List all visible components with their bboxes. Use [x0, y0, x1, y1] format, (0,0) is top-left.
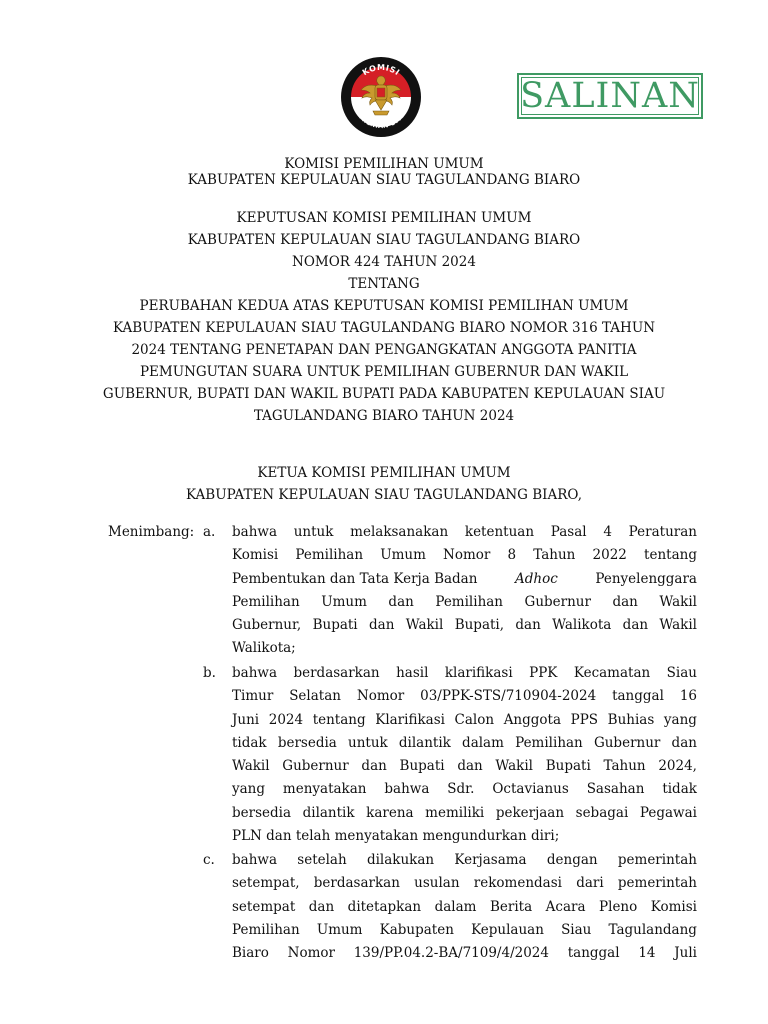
item-letter: b.	[203, 665, 216, 681]
menimbang-label: Menimbang:	[108, 524, 195, 540]
word: Juli	[674, 945, 697, 962]
decree-subject-line-4: PEMUNGUTAN SUARA UNTUK PEMILIHAN GUBERNUR DAN WAKIL	[139, 364, 629, 380]
item-line	[232, 802, 697, 825]
item-line	[232, 591, 697, 614]
word: setempat,	[232, 875, 300, 892]
word: Walikota	[552, 617, 612, 634]
word: Acara	[545, 898, 586, 915]
word: 4	[603, 524, 612, 540]
word: tanggal	[567, 945, 620, 962]
word: untuk	[293, 524, 334, 540]
word: PPK	[529, 665, 558, 681]
word: Klarifikasi	[375, 711, 445, 728]
word: menyatakan	[282, 781, 367, 798]
item-letter: c.	[203, 852, 215, 868]
word: Timur	[232, 688, 274, 705]
word: dan	[671, 734, 697, 751]
word: Wakil	[405, 617, 444, 634]
chair-line-2: KABUPATEN KEPULAUAN SIAU TAGULANDANG BIARO,	[186, 487, 582, 503]
word: dengan	[546, 852, 598, 868]
word: bersedia	[277, 734, 337, 751]
word: yang	[663, 711, 697, 728]
item-line: Walikota;	[232, 640, 296, 657]
kpu-logo	[340, 56, 422, 138]
item-line	[232, 755, 697, 778]
word: Tahun	[533, 547, 576, 564]
word: memiliki	[425, 804, 485, 821]
decree-subject-line-6: TAGULANDANG BIARO TAHUN 2024	[253, 408, 515, 424]
item-line	[232, 568, 697, 591]
word: 8	[507, 547, 517, 564]
word: berdasarkan	[313, 875, 400, 892]
word: Nomor	[356, 688, 405, 705]
word: usulan	[414, 875, 460, 892]
word: dan	[388, 593, 414, 610]
word: ditetapkan	[347, 898, 422, 915]
word: Pemilihan	[295, 547, 364, 564]
item-line	[232, 732, 697, 755]
word: Anggota	[503, 711, 562, 728]
word: 14	[638, 945, 656, 962]
word: bersedia	[232, 804, 292, 821]
word: Kabupaten	[379, 921, 454, 938]
word: dan	[622, 617, 649, 634]
item-line	[232, 614, 697, 637]
word: melaksanakan	[350, 524, 449, 540]
word: Umum	[321, 593, 367, 610]
word: dan	[457, 758, 483, 775]
word: dilantik	[398, 734, 451, 751]
decree-line-2: KABUPATEN KEPULAUAN SIAU TAGULANDANG BIARO	[187, 232, 581, 248]
institution-line-1: KOMISI PEMILIHAN UMUM	[284, 156, 484, 172]
kpu-emblem-icon	[340, 56, 422, 138]
word: 16	[679, 688, 697, 705]
word: Siau	[561, 921, 592, 938]
word: bahwa	[232, 524, 277, 540]
item-line	[232, 919, 697, 942]
item-line	[232, 849, 697, 872]
item-text	[232, 849, 697, 965]
word: dilantik	[302, 804, 355, 821]
word: Nomor	[443, 547, 491, 564]
word: pemerintah	[617, 875, 697, 892]
word: ketentuan	[464, 524, 535, 540]
word: Sdr.	[447, 781, 475, 798]
word: tidak	[662, 781, 697, 798]
decree-subject-line-5: GUBERNUR, BUPATI DAN WAKIL BUPATI PADA KABUPATEN KEPULAUAN SIAU	[102, 386, 666, 402]
word: Bupati	[312, 617, 358, 634]
word: 03/PPK-STS/710904-2024	[420, 688, 597, 705]
decree-subject-line-3: 2024 TENTANG PENETAPAN DAN PENGANGKATAN ANGGOTA PANITIA	[131, 342, 637, 358]
word: Umum	[380, 547, 426, 564]
word: Buhias	[607, 711, 655, 728]
word: Bupati	[545, 758, 591, 775]
word: Kerjasama	[454, 852, 527, 868]
word: dan	[361, 758, 387, 775]
word: dan	[515, 617, 541, 634]
word: tentang	[644, 547, 697, 564]
word: Sasahan	[586, 781, 645, 798]
word: Pemilihan	[232, 921, 300, 938]
item-line	[232, 709, 697, 732]
word: Kecamatan	[573, 665, 651, 681]
word: setelah	[297, 852, 347, 868]
word: Komisi	[650, 898, 697, 915]
word: bahwa	[384, 781, 430, 798]
word: rekomendasi	[473, 875, 562, 892]
word: 2024	[268, 711, 304, 728]
word: yang	[232, 781, 266, 798]
institution-line-2: KABUPATEN KEPULAUAN SIAU TAGULANDANG BIARO	[187, 172, 581, 188]
item-line	[232, 872, 697, 895]
item-line	[232, 896, 697, 919]
word: setempat	[232, 898, 296, 915]
logo-top-text: KOMISI	[360, 62, 402, 78]
word: Bupati	[399, 758, 445, 775]
word: berdasarkan	[293, 665, 380, 681]
word: Juni	[232, 711, 260, 728]
decree-tentang: TENTANG	[348, 276, 420, 292]
word: Calon	[454, 711, 495, 728]
word: tidak	[232, 734, 267, 751]
word: Pleno	[599, 898, 638, 915]
item-line: PLN dan telah menyatakan mengundurkan diri;	[232, 828, 560, 845]
word: dilakukan	[366, 852, 435, 868]
word: dalam	[462, 734, 504, 751]
word: Tagulandang	[608, 921, 697, 938]
word: tanggal	[612, 688, 664, 705]
item-line-part: Pembentukan dan Tata Kerja Badan	[232, 570, 478, 587]
item-line	[232, 662, 697, 685]
word: Nomor	[287, 945, 335, 962]
word: Selatan	[289, 688, 341, 705]
word: Tahun	[603, 758, 646, 775]
decree-subject-line-1: PERUBAHAN KEDUA ATAS KEPUTUSAN KOMISI PEMILIHAN UMUM	[139, 298, 629, 314]
item-text	[232, 662, 697, 848]
chair-heading	[0, 462, 768, 506]
word: karena	[366, 804, 414, 821]
word: Wakil	[659, 593, 697, 610]
item-line-part: Penyelenggara	[595, 570, 697, 587]
word: Wakil	[495, 758, 533, 775]
item-line	[232, 778, 697, 801]
word: Pemilihan	[435, 593, 504, 610]
word: Pemilihan	[232, 593, 300, 610]
word: dan	[369, 617, 395, 634]
item-line	[232, 521, 697, 544]
word: dari	[576, 875, 604, 892]
word: Kepulauan	[471, 921, 544, 938]
chair-line-1: KETUA KOMISI PEMILIHAN UMUM	[257, 465, 511, 481]
stamp-text: SALINAN	[520, 75, 700, 116]
item-line-italic: Adhoc	[515, 570, 558, 587]
word: dan	[612, 593, 638, 610]
word: Pemilihan	[515, 734, 583, 751]
word: Pegawai	[639, 804, 697, 821]
word: hasil	[396, 665, 429, 681]
word: Gubernur	[282, 758, 349, 775]
word: Wakil	[232, 758, 270, 775]
word: 139/PP.04.2-BA/7109/4/2024	[353, 945, 549, 962]
word: klarifikasi	[444, 665, 513, 681]
logo-bottom-text: PEMILIHAN UMUM	[352, 106, 410, 131]
decree-number: NOMOR 424 TAHUN 2024	[292, 254, 476, 270]
word: Gubernur	[524, 593, 591, 610]
word: bahwa	[232, 665, 277, 681]
word: Gubernur	[593, 734, 661, 751]
item-letter: a.	[203, 524, 216, 540]
word: untuk	[348, 734, 388, 751]
word: Peraturan	[628, 524, 697, 540]
word: Umum	[316, 921, 363, 938]
word: bahwa	[232, 852, 277, 868]
word: dalam	[434, 898, 477, 915]
item-line	[232, 544, 697, 567]
word: sebagai	[575, 804, 629, 821]
word: 2022	[592, 547, 627, 564]
word: PPS	[570, 711, 599, 728]
word: Gubernur,	[232, 617, 302, 634]
item-line	[232, 685, 697, 708]
item-text	[232, 521, 697, 661]
word: pemerintah	[617, 852, 697, 868]
word: Biaro	[232, 945, 269, 962]
salinan-stamp	[517, 73, 703, 119]
word: 2024,	[658, 758, 697, 775]
word: Octavianus	[492, 781, 569, 798]
word: Wakil	[659, 617, 697, 634]
word: Berita	[489, 898, 533, 915]
decree-subject-line-2: KABUPATEN KEPULAUAN SIAU TAGULANDANG BIARO NOMOR 316 TAHUN	[112, 320, 656, 336]
institution-heading	[0, 156, 768, 188]
word: dan	[308, 898, 335, 915]
word: tentang	[312, 711, 366, 728]
decree-line-1: KEPUTUSAN KOMISI PEMILIHAN UMUM	[236, 210, 532, 226]
word: Komisi	[232, 547, 279, 564]
decree-title	[0, 207, 768, 427]
word: Bupati,	[454, 617, 505, 634]
word: Siau	[666, 665, 697, 681]
item-line	[232, 942, 697, 965]
word: pekerjaan	[495, 804, 565, 821]
word: Pasal	[550, 524, 587, 540]
